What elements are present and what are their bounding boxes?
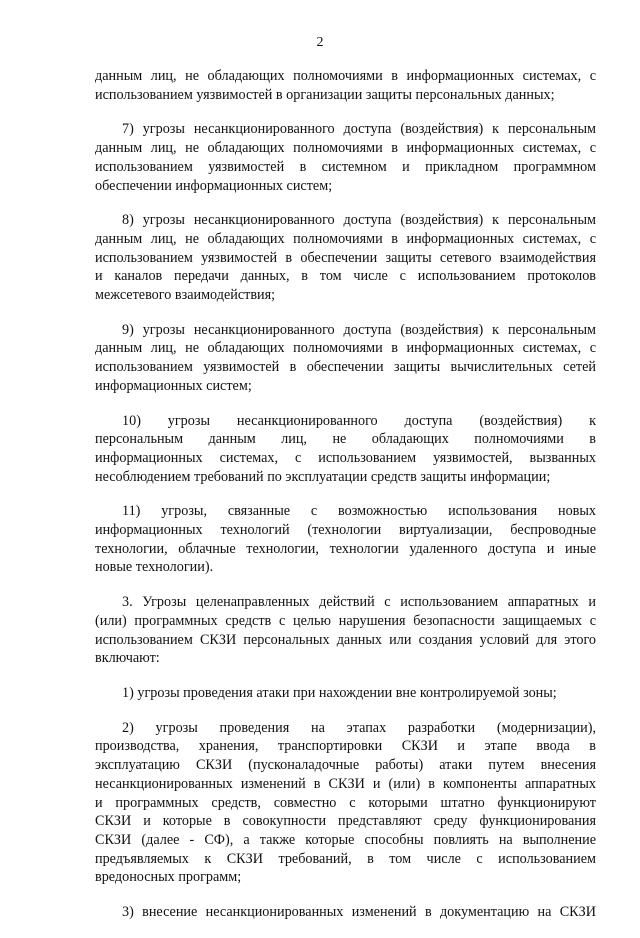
text-line: (или) программных средств с целью нарушения безопасности защищаемых с [95, 612, 596, 629]
paragraph [95, 67, 596, 104]
paragraph [95, 502, 596, 577]
text-line: использованием уязвимостей в обеспечении защиты сетевого взаимодействия [95, 249, 596, 266]
text-line: информационных технологий (технологии виртуализации, беспроводные [95, 522, 596, 539]
text-line: 3. Угрозы целенаправленных действий с использованием аппаратных и [122, 594, 596, 611]
text-line: несанкционированных изменений в СКЗИ и (или) в компоненты аппаратных [95, 775, 596, 792]
text-line: использованием уязвимостей в системном и прикладном программном [95, 158, 596, 175]
text-line: информационных систем; [95, 377, 252, 394]
text-line: эксплуатацию СКЗИ (пусконаладочные работы) атаки путем внесения [95, 757, 596, 774]
text-line: предъявляемых к СКЗИ требований, в том числе с использованием [95, 850, 596, 867]
text-line: обеспечении информационных систем; [95, 177, 333, 194]
text-line: производства, хранения, транспортировки СКЗИ и этапе ввода в [95, 738, 596, 755]
paragraph [95, 211, 596, 305]
text-line: данным лиц, не обладающих полномочиями в информационных системах, с [95, 230, 596, 247]
text-line: 2) угрозы проведения на этапах разработки (модернизации), [122, 719, 596, 736]
text-line: 1) угрозы проведения атаки при нахождении вне контролируемой зоны; [122, 684, 557, 701]
paragraph [95, 321, 596, 396]
text-line: использованием СКЗИ персональных данных или создания условий для этого [95, 631, 596, 648]
paragraph [95, 684, 596, 703]
paragraph [95, 412, 596, 487]
text-line: данным лиц, не обладающих полномочиями в информационных системах, с [95, 340, 596, 357]
text-line: вредоносных программ; [95, 869, 242, 886]
document-body [95, 67, 596, 938]
text-line: использованием уязвимостей в обеспечении защиты вычислительных сетей [95, 359, 596, 376]
text-line: и программных средств, совместно с которыми штатно функционируют [95, 794, 596, 811]
text-line: 10) угрозы несанкционированного доступа (воздействия) к [122, 412, 596, 429]
text-line: СКЗИ и которые в совокупности представляют среду функционирования [95, 813, 596, 830]
text-line: межсетевого взаимодействия; [95, 287, 276, 304]
text-line: и каналов передачи данных, в том числе с использованием протоколов [95, 268, 596, 285]
text-line: 11) угрозы, связанные с возможностью использования новых [122, 503, 596, 520]
text-line: информационных системах, с использованием уязвимостей, вызванных [95, 449, 596, 466]
text-line: данным лиц, не обладающих полномочиями в информационных системах, с [95, 68, 596, 84]
text-line: персональным данным лиц, не обладающих полномочиями в [95, 431, 596, 448]
text-line: 9) угрозы несанкционированного доступа (воздействия) к персональным [122, 321, 596, 338]
paragraph [95, 903, 596, 922]
paragraph [95, 719, 596, 887]
text-line: несоблюдением требований по эксплуатации средств защиты информации; [95, 468, 551, 485]
paragraph [95, 593, 596, 668]
text-line: включают: [95, 650, 160, 667]
text-line: использованием уязвимостей в организации защиты персональных данных; [95, 86, 555, 103]
text-line: 8) угрозы несанкционированного доступа (воздействия) к персональным [122, 212, 596, 229]
text-line: данным лиц, не обладающих полномочиями в информационных системах, с [95, 140, 596, 157]
page-number: 2 [316, 35, 324, 50]
text-line: СКЗИ (далее - СФ), а также которые способны повлиять на выполнение [95, 831, 596, 848]
text-line: 3) внесение несанкционированных изменений в документацию на СКЗИ [122, 904, 596, 921]
text-line: технологии, облачные технологии, технологии удаленного доступа и иные [95, 540, 596, 557]
text-line: новые технологии). [95, 559, 214, 576]
paragraph [95, 120, 596, 195]
text-line: 7) угрозы несанкционированного доступа (воздействия) к персональным [122, 121, 596, 138]
